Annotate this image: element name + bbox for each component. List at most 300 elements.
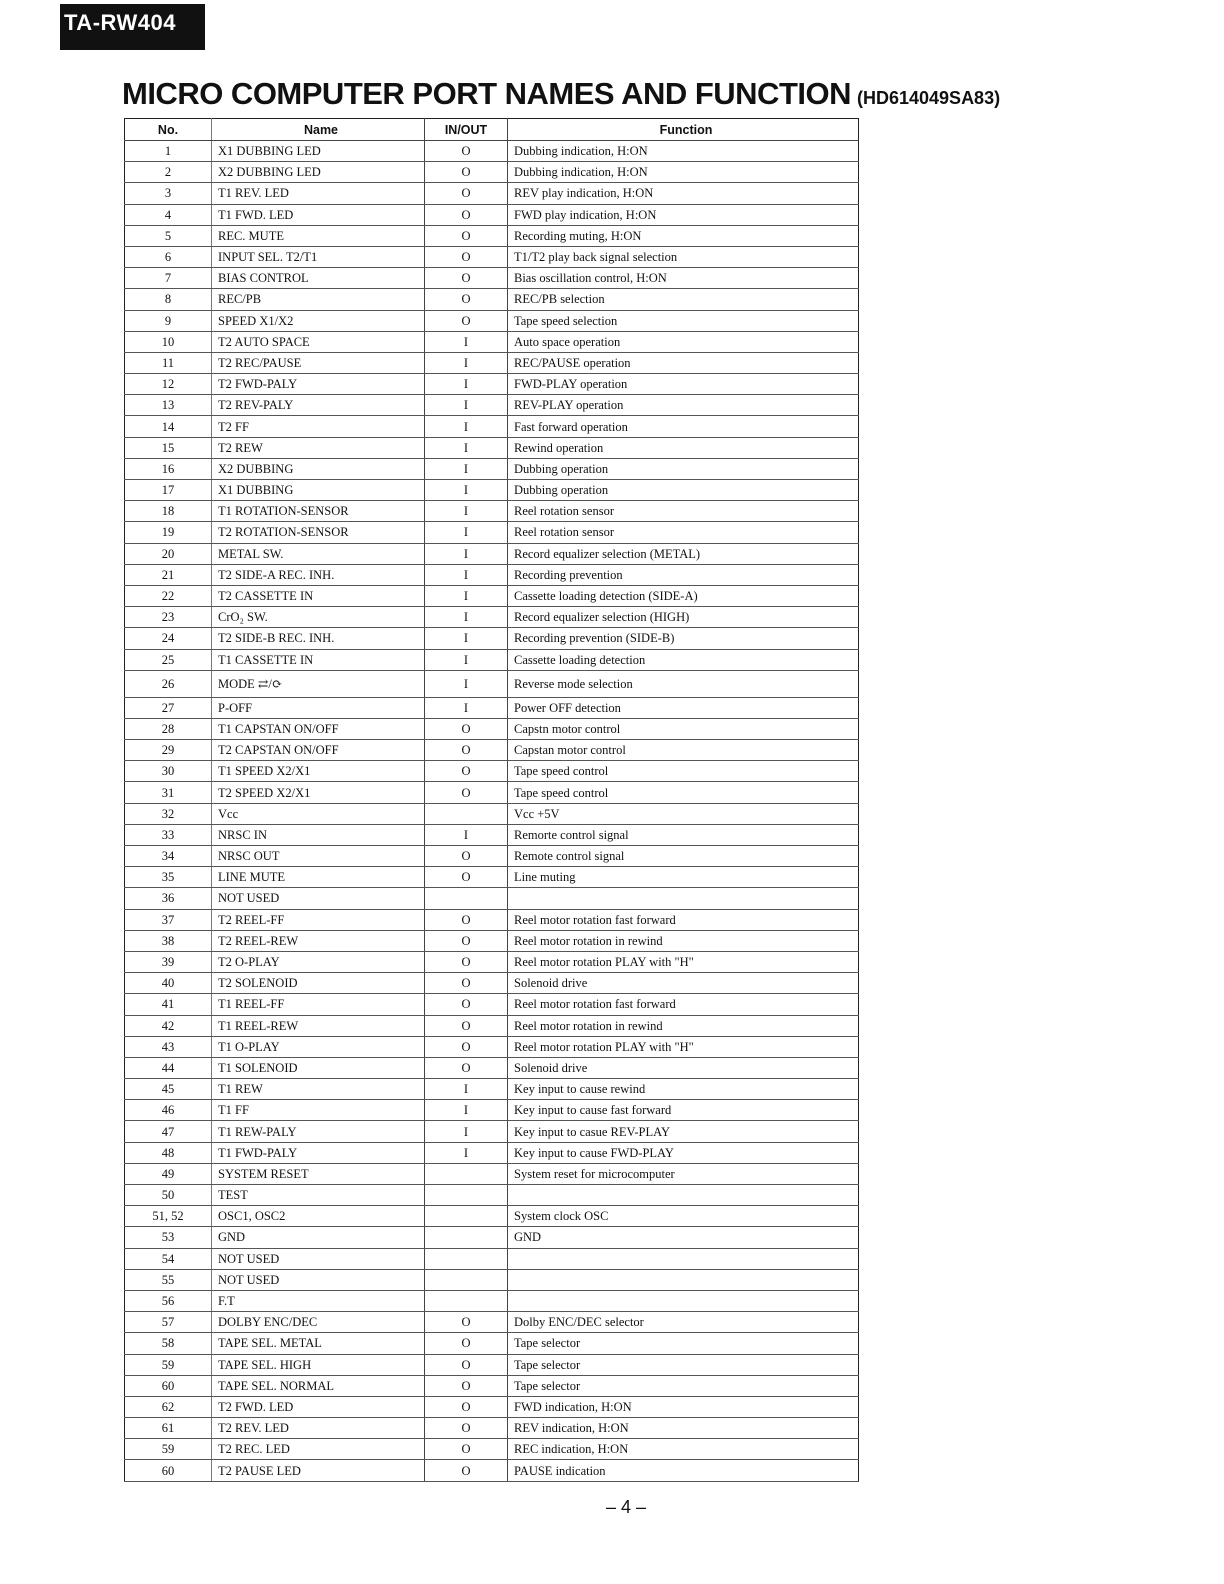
table-row — [125, 782, 859, 803]
table-row — [125, 416, 859, 437]
page-number: – 4 – — [606, 1497, 647, 1517]
in-out-cell: O — [425, 867, 508, 888]
port-name-cell: T1 SOLENOID — [212, 1057, 425, 1078]
in-out-cell: O — [425, 204, 508, 225]
port-name-cell: T2 REC. LED — [212, 1439, 425, 1460]
port-name-cell: T1 REEL-REW — [212, 1015, 425, 1036]
function-cell — [508, 1248, 859, 1269]
table-row — [125, 1079, 859, 1100]
table-row — [125, 1396, 859, 1417]
in-out-cell: O — [425, 1312, 508, 1333]
table-row — [125, 1100, 859, 1121]
function-cell: Key input to cause fast forward — [508, 1100, 859, 1121]
in-out-cell: O — [425, 1460, 508, 1481]
port-name-cell: T2 AUTO SPACE — [212, 331, 425, 352]
function-cell: PAUSE indication — [508, 1460, 859, 1481]
in-out-cell: O — [425, 973, 508, 994]
port-name-cell: INPUT SEL. T2/T1 — [212, 246, 425, 267]
pin-number-cell: 58 — [125, 1333, 212, 1354]
pin-number-cell: 41 — [125, 994, 212, 1015]
port-name-cell: T2 CAPSTAN ON/OFF — [212, 740, 425, 761]
table-row — [125, 331, 859, 352]
function-cell: T1/T2 play back signal selection — [508, 246, 859, 267]
function-cell: Tape selector — [508, 1375, 859, 1396]
table-body — [125, 141, 859, 1482]
in-out-cell: O — [425, 141, 508, 162]
function-cell: Recording muting, H:ON — [508, 225, 859, 246]
table-row — [125, 846, 859, 867]
port-name-cell: T1 FWD-PALY — [212, 1142, 425, 1163]
in-out-cell: I — [425, 1142, 508, 1163]
port-name-cell: Vcc — [212, 803, 425, 824]
in-out-cell: I — [425, 543, 508, 564]
in-out-cell: I — [425, 395, 508, 416]
pin-number-cell: 23 — [125, 607, 212, 628]
function-cell: Vcc +5V — [508, 803, 859, 824]
port-name-cell: F.T — [212, 1290, 425, 1311]
function-cell: Bias oscillation control, H:ON — [508, 268, 859, 289]
pin-number-cell: 56 — [125, 1290, 212, 1311]
pin-number-cell: 11 — [125, 352, 212, 373]
in-out-cell — [425, 803, 508, 824]
port-name-cell: T2 REV. LED — [212, 1418, 425, 1439]
port-name-cell: T2 CASSETTE IN — [212, 585, 425, 606]
in-out-cell: I — [425, 607, 508, 628]
port-name-cell: T2 REV-PALY — [212, 395, 425, 416]
port-name-cell: T1 ROTATION-SENSOR — [212, 501, 425, 522]
pin-number-cell: 44 — [125, 1057, 212, 1078]
in-out-cell: O — [425, 909, 508, 930]
port-name-cell: X2 DUBBING LED — [212, 162, 425, 183]
pin-number-cell: 15 — [125, 437, 212, 458]
function-cell: Solenoid drive — [508, 973, 859, 994]
port-name-cell: NRSC IN — [212, 824, 425, 845]
function-cell: REC/PB selection — [508, 289, 859, 310]
in-out-cell: I — [425, 374, 508, 395]
port-name-cell: T1 REW-PALY — [212, 1121, 425, 1142]
function-cell: Line muting — [508, 867, 859, 888]
pin-number-cell: 37 — [125, 909, 212, 930]
in-out-cell: I — [425, 649, 508, 670]
port-name-cell: TAPE SEL. NORMAL — [212, 1375, 425, 1396]
port-name-cell: X2 DUBBING — [212, 458, 425, 479]
port-name-cell: T1 FF — [212, 1100, 425, 1121]
in-out-cell: O — [425, 761, 508, 782]
port-name-cell: T1 REW — [212, 1079, 425, 1100]
port-name-cell: T1 FWD. LED — [212, 204, 425, 225]
function-cell: System reset for microcomputer — [508, 1163, 859, 1184]
function-cell: Key input to cause FWD-PLAY — [508, 1142, 859, 1163]
table-row — [125, 1290, 859, 1311]
in-out-cell — [425, 1206, 508, 1227]
pin-number-cell: 12 — [125, 374, 212, 395]
table-row — [125, 543, 859, 564]
pin-number-cell: 31 — [125, 782, 212, 803]
port-name-cell: T2 SIDE-B REC. INH. — [212, 628, 425, 649]
pin-number-cell: 5 — [125, 225, 212, 246]
port-name-cell: SYSTEM RESET — [212, 1163, 425, 1184]
table-row — [125, 1206, 859, 1227]
function-cell: Reel rotation sensor — [508, 522, 859, 543]
pin-number-cell: 29 — [125, 740, 212, 761]
port-name-cell: DOLBY ENC/DEC — [212, 1312, 425, 1333]
table-row — [125, 803, 859, 824]
pin-number-cell: 40 — [125, 973, 212, 994]
table-row — [125, 374, 859, 395]
port-name-cell: REC. MUTE — [212, 225, 425, 246]
in-out-cell: O — [425, 310, 508, 331]
in-out-cell — [425, 1248, 508, 1269]
function-cell: Dubbing operation — [508, 480, 859, 501]
pin-number-cell: 28 — [125, 718, 212, 739]
in-out-cell: O — [425, 246, 508, 267]
in-out-cell: O — [425, 1057, 508, 1078]
pin-number-cell: 27 — [125, 697, 212, 718]
port-name-cell: T2 O-PLAY — [212, 951, 425, 972]
table-row — [125, 930, 859, 951]
table-row — [125, 437, 859, 458]
table-row — [125, 740, 859, 761]
in-out-cell: O — [425, 183, 508, 204]
pin-number-cell: 30 — [125, 761, 212, 782]
in-out-cell: O — [425, 1354, 508, 1375]
pin-number-cell: 57 — [125, 1312, 212, 1333]
port-name-cell: NOT USED — [212, 1269, 425, 1290]
pin-number-cell: 32 — [125, 803, 212, 824]
pin-number-cell: 35 — [125, 867, 212, 888]
port-name-cell: T2 REC/PAUSE — [212, 352, 425, 373]
in-out-cell — [425, 1185, 508, 1206]
table-row — [125, 310, 859, 331]
pin-number-cell: 59 — [125, 1439, 212, 1460]
function-cell: Power OFF detection — [508, 697, 859, 718]
column-header-name: Name — [212, 119, 425, 141]
function-cell: Capstan motor control — [508, 740, 859, 761]
function-cell: Reel motor rotation fast forward — [508, 909, 859, 930]
table-row — [125, 649, 859, 670]
in-out-cell — [425, 1269, 508, 1290]
port-name-cell: X1 DUBBING LED — [212, 141, 425, 162]
port-name-cell: GND — [212, 1227, 425, 1248]
function-cell: Remote control signal — [508, 846, 859, 867]
pin-number-cell: 42 — [125, 1015, 212, 1036]
function-cell: FWD play indication, H:ON — [508, 204, 859, 225]
in-out-cell: O — [425, 994, 508, 1015]
table-row — [125, 867, 859, 888]
pin-number-cell: 25 — [125, 649, 212, 670]
function-cell: Record equalizer selection (HIGH) — [508, 607, 859, 628]
port-name-cell: T2 PAUSE LED — [212, 1460, 425, 1481]
function-cell: Auto space operation — [508, 331, 859, 352]
table-row — [125, 1036, 859, 1057]
table-row — [125, 204, 859, 225]
port-name-cell: MODE ⇄/⟳ — [212, 670, 425, 697]
in-out-cell: O — [425, 1418, 508, 1439]
port-name-cell: METAL SW. — [212, 543, 425, 564]
table-row — [125, 761, 859, 782]
table-row — [125, 973, 859, 994]
table-row — [125, 564, 859, 585]
table-row — [125, 225, 859, 246]
function-cell: Dubbing indication, H:ON — [508, 162, 859, 183]
function-cell: REV-PLAY operation — [508, 395, 859, 416]
in-out-cell: O — [425, 740, 508, 761]
pin-number-cell: 22 — [125, 585, 212, 606]
in-out-cell: I — [425, 501, 508, 522]
table-row — [125, 1057, 859, 1078]
in-out-cell: O — [425, 930, 508, 951]
port-name-cell: T1 CASSETTE IN — [212, 649, 425, 670]
in-out-cell: I — [425, 628, 508, 649]
pin-number-cell: 34 — [125, 846, 212, 867]
table-row — [125, 824, 859, 845]
in-out-cell: O — [425, 1439, 508, 1460]
in-out-cell: O — [425, 1036, 508, 1057]
function-cell — [508, 1269, 859, 1290]
pin-number-cell: 16 — [125, 458, 212, 479]
in-out-cell: I — [425, 437, 508, 458]
port-name-cell: OSC1, OSC2 — [212, 1206, 425, 1227]
pin-number-cell: 2 — [125, 162, 212, 183]
in-out-cell: I — [425, 585, 508, 606]
pin-number-cell: 10 — [125, 331, 212, 352]
port-name-cell: TAPE SEL. METAL — [212, 1333, 425, 1354]
pin-number-cell: 20 — [125, 543, 212, 564]
table-row — [125, 268, 859, 289]
table-row — [125, 888, 859, 909]
port-name-cell: T2 SOLENOID — [212, 973, 425, 994]
function-cell: REV play indication, H:ON — [508, 183, 859, 204]
port-name-cell: CrO₂ SW. — [212, 607, 425, 628]
pin-number-cell: 26 — [125, 670, 212, 697]
table-row — [125, 352, 859, 373]
function-cell: System clock OSC — [508, 1206, 859, 1227]
pin-number-cell: 7 — [125, 268, 212, 289]
in-out-cell: I — [425, 458, 508, 479]
port-name-cell: T1 O-PLAY — [212, 1036, 425, 1057]
pin-number-cell: 49 — [125, 1163, 212, 1184]
table-row — [125, 1163, 859, 1184]
pin-number-cell: 51, 52 — [125, 1206, 212, 1227]
function-cell: REC/PAUSE operation — [508, 352, 859, 373]
in-out-cell — [425, 888, 508, 909]
pin-number-cell: 50 — [125, 1185, 212, 1206]
pin-number-cell: 45 — [125, 1079, 212, 1100]
column-header-no: No. — [125, 119, 212, 141]
port-name-cell: T1 CAPSTAN ON/OFF — [212, 718, 425, 739]
table-row — [125, 480, 859, 501]
table-row — [125, 501, 859, 522]
table-row — [125, 1418, 859, 1439]
pin-number-cell: 61 — [125, 1418, 212, 1439]
function-cell: Reel motor rotation PLAY with "H" — [508, 951, 859, 972]
in-out-cell — [425, 1227, 508, 1248]
function-cell — [508, 1290, 859, 1311]
port-name-cell: LINE MUTE — [212, 867, 425, 888]
port-name-cell: T2 ROTATION-SENSOR — [212, 522, 425, 543]
function-cell: Key input to cause rewind — [508, 1079, 859, 1100]
function-cell: Record equalizer selection (METAL) — [508, 543, 859, 564]
port-name-cell: P-OFF — [212, 697, 425, 718]
table-header-row — [125, 119, 859, 141]
in-out-cell — [425, 1290, 508, 1311]
pin-number-cell: 8 — [125, 289, 212, 310]
pin-number-cell: 38 — [125, 930, 212, 951]
table-row — [125, 909, 859, 930]
in-out-cell: O — [425, 951, 508, 972]
table-row — [125, 1248, 859, 1269]
table-row — [125, 718, 859, 739]
table-row — [125, 1439, 859, 1460]
function-cell: Remorte control signal — [508, 824, 859, 845]
pin-number-cell: 62 — [125, 1396, 212, 1417]
port-name-cell: NOT USED — [212, 1248, 425, 1269]
function-cell: Reel rotation sensor — [508, 501, 859, 522]
port-name-cell: T2 FWD-PALY — [212, 374, 425, 395]
in-out-cell: I — [425, 1121, 508, 1142]
function-cell: Reel motor rotation PLAY with "H" — [508, 1036, 859, 1057]
function-cell: Recording prevention (SIDE-B) — [508, 628, 859, 649]
function-cell: FWD-PLAY operation — [508, 374, 859, 395]
function-cell: Fast forward operation — [508, 416, 859, 437]
table-row — [125, 628, 859, 649]
table-row — [125, 697, 859, 718]
table-row — [125, 522, 859, 543]
function-cell: Reel motor rotation fast forward — [508, 994, 859, 1015]
in-out-cell: I — [425, 670, 508, 697]
in-out-cell: O — [425, 289, 508, 310]
in-out-cell: I — [425, 1079, 508, 1100]
function-cell: Reel motor rotation in rewind — [508, 1015, 859, 1036]
function-cell: GND — [508, 1227, 859, 1248]
table-row — [125, 1269, 859, 1290]
in-out-cell: O — [425, 1333, 508, 1354]
pin-number-cell: 48 — [125, 1142, 212, 1163]
pin-number-cell: 36 — [125, 888, 212, 909]
port-name-cell: NRSC OUT — [212, 846, 425, 867]
function-cell: Solenoid drive — [508, 1057, 859, 1078]
port-name-cell: T2 SPEED X2/X1 — [212, 782, 425, 803]
in-out-cell: I — [425, 416, 508, 437]
function-cell: Tape speed control — [508, 761, 859, 782]
in-out-cell: O — [425, 1375, 508, 1396]
function-cell: REC indication, H:ON — [508, 1439, 859, 1460]
function-cell — [508, 888, 859, 909]
pin-number-cell: 55 — [125, 1269, 212, 1290]
function-cell: Dubbing operation — [508, 458, 859, 479]
pin-number-cell: 33 — [125, 824, 212, 845]
table-row — [125, 162, 859, 183]
pin-number-cell: 3 — [125, 183, 212, 204]
function-cell: Reverse mode selection — [508, 670, 859, 697]
table-row — [125, 246, 859, 267]
in-out-cell: O — [425, 1396, 508, 1417]
table-row — [125, 1121, 859, 1142]
pin-number-cell: 24 — [125, 628, 212, 649]
port-table — [124, 118, 859, 1482]
function-cell: FWD indication, H:ON — [508, 1396, 859, 1417]
pin-number-cell: 6 — [125, 246, 212, 267]
table-row — [125, 458, 859, 479]
function-cell: Dolby ENC/DEC selector — [508, 1312, 859, 1333]
table-row — [125, 183, 859, 204]
table-row — [125, 289, 859, 310]
in-out-cell: I — [425, 564, 508, 585]
pin-number-cell: 39 — [125, 951, 212, 972]
model-badge: TA-RW404 — [60, 4, 205, 50]
pin-number-cell: 47 — [125, 1121, 212, 1142]
pin-number-cell: 19 — [125, 522, 212, 543]
pin-number-cell: 1 — [125, 141, 212, 162]
in-out-cell: I — [425, 824, 508, 845]
port-name-cell: TEST — [212, 1185, 425, 1206]
table-row — [125, 1185, 859, 1206]
table-row — [125, 1142, 859, 1163]
table-row — [125, 607, 859, 628]
port-name-cell: T1 REV. LED — [212, 183, 425, 204]
table-row — [125, 1460, 859, 1481]
port-name-cell: X1 DUBBING — [212, 480, 425, 501]
table-row — [125, 395, 859, 416]
chip-part-number: (HD614049SA83) — [857, 88, 1001, 108]
column-header-function: Function — [508, 119, 859, 141]
port-name-cell: TAPE SEL. HIGH — [212, 1354, 425, 1375]
port-name-cell: T2 FWD. LED — [212, 1396, 425, 1417]
function-cell: Recording prevention — [508, 564, 859, 585]
pin-number-cell: 18 — [125, 501, 212, 522]
table-row — [125, 1375, 859, 1396]
function-cell: Tape speed selection — [508, 310, 859, 331]
page-title — [122, 76, 1000, 112]
pin-number-cell: 60 — [125, 1460, 212, 1481]
in-out-cell: I — [425, 522, 508, 543]
function-cell: Capstn motor control — [508, 718, 859, 739]
in-out-cell: O — [425, 718, 508, 739]
function-cell: Key input to casue REV-PLAY — [508, 1121, 859, 1142]
in-out-cell — [425, 1163, 508, 1184]
in-out-cell: I — [425, 480, 508, 501]
column-header-inout: IN/OUT — [425, 119, 508, 141]
pin-number-cell: 9 — [125, 310, 212, 331]
in-out-cell: I — [425, 1100, 508, 1121]
table-row — [125, 585, 859, 606]
in-out-cell: O — [425, 225, 508, 246]
port-name-cell: T1 REEL-FF — [212, 994, 425, 1015]
port-name-cell: T2 REEL-FF — [212, 909, 425, 930]
port-name-cell: T2 SIDE-A REC. INH. — [212, 564, 425, 585]
port-name-cell: T2 REW — [212, 437, 425, 458]
function-cell: Rewind operation — [508, 437, 859, 458]
function-cell: Tape speed control — [508, 782, 859, 803]
table-row — [125, 141, 859, 162]
pin-number-cell: 54 — [125, 1248, 212, 1269]
in-out-cell: I — [425, 352, 508, 373]
function-cell: REV indication, H:ON — [508, 1418, 859, 1439]
table-row — [125, 951, 859, 972]
pin-number-cell: 14 — [125, 416, 212, 437]
pin-number-cell: 21 — [125, 564, 212, 585]
title-text: MICRO COMPUTER PORT NAMES AND FUNCTION — [122, 76, 851, 111]
port-name-cell: SPEED X1/X2 — [212, 310, 425, 331]
pin-number-cell: 46 — [125, 1100, 212, 1121]
table-row — [125, 1312, 859, 1333]
in-out-cell: O — [425, 782, 508, 803]
table-row — [125, 1354, 859, 1375]
pin-number-cell: 13 — [125, 395, 212, 416]
table-row — [125, 1333, 859, 1354]
port-name-cell: NOT USED — [212, 888, 425, 909]
function-cell: Tape selector — [508, 1354, 859, 1375]
